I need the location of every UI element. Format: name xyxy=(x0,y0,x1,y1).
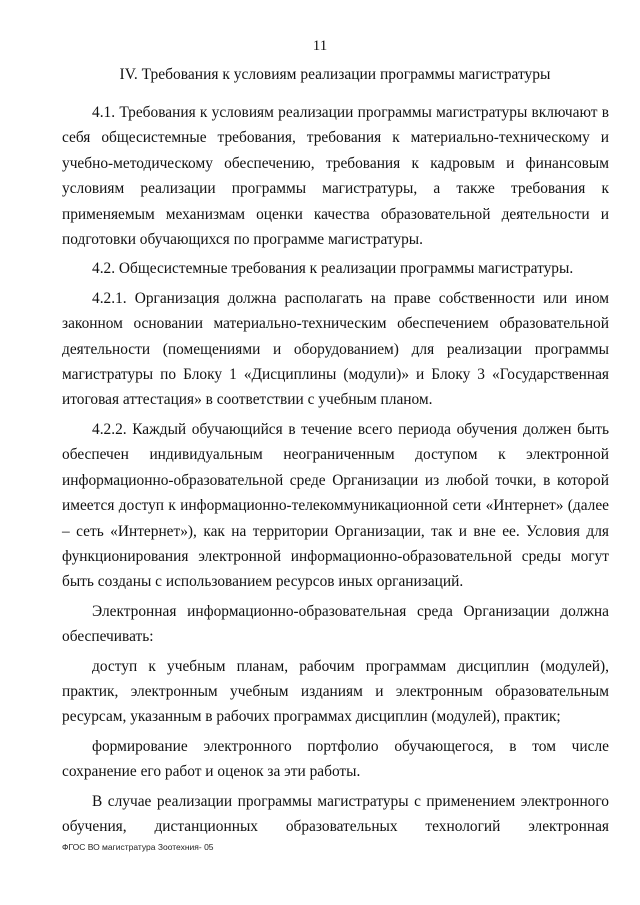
paragraph-access-list-item: доступ к учебным планам, рабочим программам дисциплин (модулей), практик, электронным учебным изданиям и электронным образовательным ресурсам, указанным в рабочих программах дисциплин (модулей), практик; xyxy=(62,657,609,726)
paragraph-4-2-2: 4.2.2. Каждый обучающийся в течение всего периода обучения должен быть обеспечен индивидуальным неограниченным доступом к электронной информационно-образовательной среде Организации из любой точки, в которой имеется доступ к информационно-телекоммуникационной сети «Интернет» (далее – сеть «Интернет»), как на территории Организации, так и вне ее. Условия для функционирования электронной информационно-образовательной среды могут быть созданы с использованием ресурсов иных организаций. xyxy=(62,420,609,591)
paragraph-4-1: 4.1. Требования к условиям реализации программы магистратуры включают в себя общесистемные требования, требования к материально-техническому и учебно-методическому обеспечению, требования к кадровым и финансовым условиям реализации программы магистратуры, а также требования к применяемым механизмам оценки качества образовательной деятельности и подготовки обучающихся по программе магистратуры. xyxy=(62,104,609,249)
page-number: 11 xyxy=(312,38,328,54)
paragraph-environment-intro: Электронная информационно-образовательная среда Организации должна обеспечивать: xyxy=(62,602,609,646)
section-heading: IV. Требования к условиям реализации программы магистратуры xyxy=(119,66,551,83)
paragraph-elearning: В случае реализации программы магистратуры с применением электронного обучения, дистанционных образовательных технологий электронная xyxy=(62,792,609,835)
body-text xyxy=(62,100,609,843)
paragraph-4-2-1: 4.2.1. Организация должна располагать на праве собственности или ином законном основании материально-техническим обеспечением образовательной деятельности (помещениями и оборудованием) для реализации программы магистратуры по Блоку 1 «Дисциплины (модули)» и Блоку 3 «Государственная итоговая аттестация» в соответствии с учебным планом. xyxy=(62,289,609,409)
paragraph-portfolio-list-item: формирование электронного портфолио обучающегося, в том числе сохранение его работ и оценок за эти работы. xyxy=(62,737,609,781)
footer-note: ФГОС ВО магистратура Зоотехния- 05 xyxy=(62,842,214,852)
paragraph-4-2: 4.2. Общесистемные требования к реализации программы магистратуры. xyxy=(92,260,574,278)
